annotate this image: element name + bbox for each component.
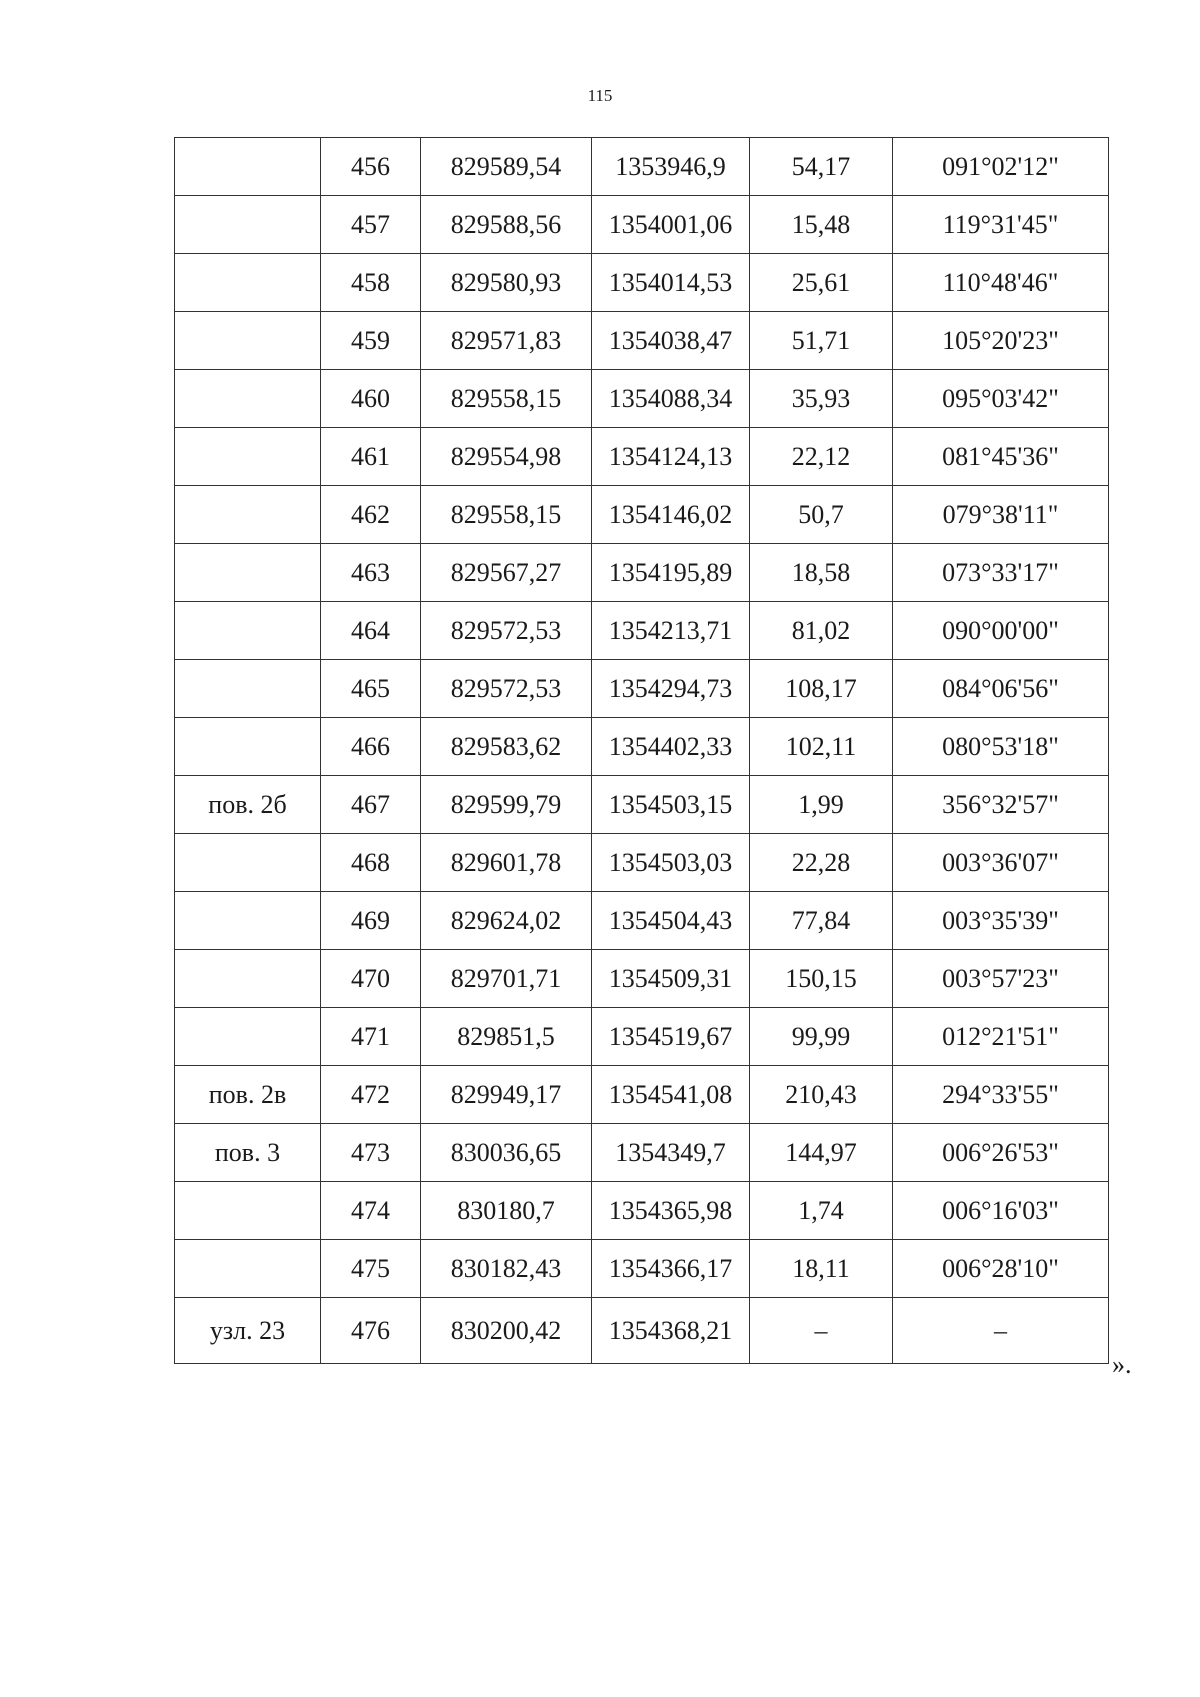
- table-row: [175, 1240, 1109, 1298]
- direction-angle-cell: 003°36'07": [893, 834, 1109, 892]
- x-coordinate-cell: 829599,79: [421, 776, 592, 834]
- segment-length-cell: 1,74: [750, 1182, 893, 1240]
- x-coordinate-cell: 829580,93: [421, 254, 592, 312]
- x-coordinate-cell: 830180,7: [421, 1182, 592, 1240]
- x-coordinate-cell: 829558,15: [421, 370, 592, 428]
- table-row: [175, 602, 1109, 660]
- point-label-cell: [175, 1182, 321, 1240]
- segment-length-cell: 210,43: [750, 1066, 893, 1124]
- table-row: [175, 1298, 1109, 1364]
- x-coordinate-cell: 829572,53: [421, 602, 592, 660]
- y-coordinate-cell: 1354294,73: [592, 660, 750, 718]
- segment-length-cell: 81,02: [750, 602, 893, 660]
- direction-angle-cell: –: [893, 1298, 1109, 1364]
- y-coordinate-cell: 1354402,33: [592, 718, 750, 776]
- y-coordinate-cell: 1354001,06: [592, 196, 750, 254]
- point-number-cell: 468: [321, 834, 421, 892]
- x-coordinate-cell: 829949,17: [421, 1066, 592, 1124]
- segment-length-cell: 22,12: [750, 428, 893, 486]
- direction-angle-cell: 084°06'56": [893, 660, 1109, 718]
- y-coordinate-cell: 1354503,03: [592, 834, 750, 892]
- point-label-cell: [175, 138, 321, 196]
- table-row: [175, 254, 1109, 312]
- point-number-cell: 463: [321, 544, 421, 602]
- direction-angle-cell: 003°35'39": [893, 892, 1109, 950]
- point-label-cell: пов. 2в: [175, 1066, 321, 1124]
- point-number-cell: 467: [321, 776, 421, 834]
- y-coordinate-cell: 1354541,08: [592, 1066, 750, 1124]
- direction-angle-cell: 080°53'18": [893, 718, 1109, 776]
- y-coordinate-cell: 1354124,13: [592, 428, 750, 486]
- coordinates-table: [174, 137, 1109, 1364]
- table-row: [175, 138, 1109, 196]
- segment-length-cell: 108,17: [750, 660, 893, 718]
- segment-length-cell: 15,48: [750, 196, 893, 254]
- y-coordinate-cell: 1354365,98: [592, 1182, 750, 1240]
- y-coordinate-cell: 1354213,71: [592, 602, 750, 660]
- point-number-cell: 469: [321, 892, 421, 950]
- table-row: [175, 196, 1109, 254]
- table-row: [175, 1182, 1109, 1240]
- y-coordinate-cell: 1354349,7: [592, 1124, 750, 1182]
- point-number-cell: 465: [321, 660, 421, 718]
- y-coordinate-cell: 1354195,89: [592, 544, 750, 602]
- direction-angle-cell: 012°21'51": [893, 1008, 1109, 1066]
- direction-angle-cell: 006°16'03": [893, 1182, 1109, 1240]
- point-label-cell: [175, 718, 321, 776]
- point-label-cell: [175, 834, 321, 892]
- x-coordinate-cell: 829572,53: [421, 660, 592, 718]
- segment-length-cell: 18,58: [750, 544, 893, 602]
- point-number-cell: 457: [321, 196, 421, 254]
- table-row: [175, 1008, 1109, 1066]
- x-coordinate-cell: 829554,98: [421, 428, 592, 486]
- point-number-cell: 466: [321, 718, 421, 776]
- point-label-cell: пов. 2б: [175, 776, 321, 834]
- table-row: [175, 776, 1109, 834]
- direction-angle-cell: 006°28'10": [893, 1240, 1109, 1298]
- direction-angle-cell: 081°45'36": [893, 428, 1109, 486]
- point-number-cell: 475: [321, 1240, 421, 1298]
- x-coordinate-cell: 829583,62: [421, 718, 592, 776]
- point-number-cell: 471: [321, 1008, 421, 1066]
- y-coordinate-cell: 1354146,02: [592, 486, 750, 544]
- direction-angle-cell: 294°33'55": [893, 1066, 1109, 1124]
- point-number-cell: 464: [321, 602, 421, 660]
- direction-angle-cell: 006°26'53": [893, 1124, 1109, 1182]
- table-row: [175, 1066, 1109, 1124]
- direction-angle-cell: 095°03'42": [893, 370, 1109, 428]
- x-coordinate-cell: 830200,42: [421, 1298, 592, 1364]
- x-coordinate-cell: 829558,15: [421, 486, 592, 544]
- direction-angle-cell: 090°00'00": [893, 602, 1109, 660]
- direction-angle-cell: 073°33'17": [893, 544, 1109, 602]
- segment-length-cell: 54,17: [750, 138, 893, 196]
- y-coordinate-cell: 1354519,67: [592, 1008, 750, 1066]
- segment-length-cell: 144,97: [750, 1124, 893, 1182]
- point-label-cell: [175, 950, 321, 1008]
- table-row: [175, 660, 1109, 718]
- point-label-cell: [175, 1008, 321, 1066]
- direction-angle-cell: 110°48'46": [893, 254, 1109, 312]
- page-number: 115: [587, 86, 613, 105]
- x-coordinate-cell: 829701,71: [421, 950, 592, 1008]
- point-label-cell: [175, 254, 321, 312]
- x-coordinate-cell: 830182,43: [421, 1240, 592, 1298]
- segment-length-cell: 1,99: [750, 776, 893, 834]
- point-number-cell: 476: [321, 1298, 421, 1364]
- closing-quote: ».: [1112, 1350, 1132, 1379]
- segment-length-cell: 99,99: [750, 1008, 893, 1066]
- point-label-cell: [175, 544, 321, 602]
- segment-length-cell: 35,93: [750, 370, 893, 428]
- direction-angle-cell: 119°31'45": [893, 196, 1109, 254]
- y-coordinate-cell: 1354088,34: [592, 370, 750, 428]
- segment-length-cell: 77,84: [750, 892, 893, 950]
- x-coordinate-cell: 830036,65: [421, 1124, 592, 1182]
- point-label-cell: [175, 370, 321, 428]
- point-number-cell: 462: [321, 486, 421, 544]
- point-label-cell: [175, 892, 321, 950]
- segment-length-cell: –: [750, 1298, 893, 1364]
- y-coordinate-cell: 1354509,31: [592, 950, 750, 1008]
- x-coordinate-cell: 829567,27: [421, 544, 592, 602]
- table-row: [175, 834, 1109, 892]
- point-label-cell: [175, 1240, 321, 1298]
- table-row: [175, 1124, 1109, 1182]
- y-coordinate-cell: 1353946,9: [592, 138, 750, 196]
- point-number-cell: 456: [321, 138, 421, 196]
- segment-length-cell: 25,61: [750, 254, 893, 312]
- direction-angle-cell: 356°32'57": [893, 776, 1109, 834]
- point-number-cell: 460: [321, 370, 421, 428]
- segment-length-cell: 22,28: [750, 834, 893, 892]
- point-label-cell: [175, 486, 321, 544]
- point-label-cell: [175, 312, 321, 370]
- table-row: [175, 718, 1109, 776]
- direction-angle-cell: 079°38'11": [893, 486, 1109, 544]
- x-coordinate-cell: 829601,78: [421, 834, 592, 892]
- x-coordinate-cell: 829851,5: [421, 1008, 592, 1066]
- direction-angle-cell: 003°57'23": [893, 950, 1109, 1008]
- x-coordinate-cell: 829624,02: [421, 892, 592, 950]
- point-label-cell: [175, 428, 321, 486]
- point-label-cell: [175, 602, 321, 660]
- y-coordinate-cell: 1354503,15: [592, 776, 750, 834]
- point-number-cell: 458: [321, 254, 421, 312]
- direction-angle-cell: 105°20'23": [893, 312, 1109, 370]
- y-coordinate-cell: 1354504,43: [592, 892, 750, 950]
- table-row: [175, 428, 1109, 486]
- table-row: [175, 370, 1109, 428]
- point-label-cell: [175, 660, 321, 718]
- point-number-cell: 474: [321, 1182, 421, 1240]
- direction-angle-cell: 091°02'12": [893, 138, 1109, 196]
- x-coordinate-cell: 829571,83: [421, 312, 592, 370]
- point-number-cell: 473: [321, 1124, 421, 1182]
- segment-length-cell: 51,71: [750, 312, 893, 370]
- y-coordinate-cell: 1354038,47: [592, 312, 750, 370]
- table-row: [175, 486, 1109, 544]
- table-row: [175, 312, 1109, 370]
- x-coordinate-cell: 829588,56: [421, 196, 592, 254]
- table-row: [175, 950, 1109, 1008]
- y-coordinate-cell: 1354014,53: [592, 254, 750, 312]
- point-label-cell: пов. 3: [175, 1124, 321, 1182]
- segment-length-cell: 150,15: [750, 950, 893, 1008]
- coordinates-table-body: [175, 138, 1109, 1364]
- segment-length-cell: 50,7: [750, 486, 893, 544]
- segment-length-cell: 102,11: [750, 718, 893, 776]
- point-number-cell: 472: [321, 1066, 421, 1124]
- point-number-cell: 459: [321, 312, 421, 370]
- point-number-cell: 470: [321, 950, 421, 1008]
- point-label-cell: узл. 23: [175, 1298, 321, 1364]
- y-coordinate-cell: 1354366,17: [592, 1240, 750, 1298]
- x-coordinate-cell: 829589,54: [421, 138, 592, 196]
- point-number-cell: 461: [321, 428, 421, 486]
- table-row: [175, 892, 1109, 950]
- segment-length-cell: 18,11: [750, 1240, 893, 1298]
- table-row: [175, 544, 1109, 602]
- point-label-cell: [175, 196, 321, 254]
- y-coordinate-cell: 1354368,21: [592, 1298, 750, 1364]
